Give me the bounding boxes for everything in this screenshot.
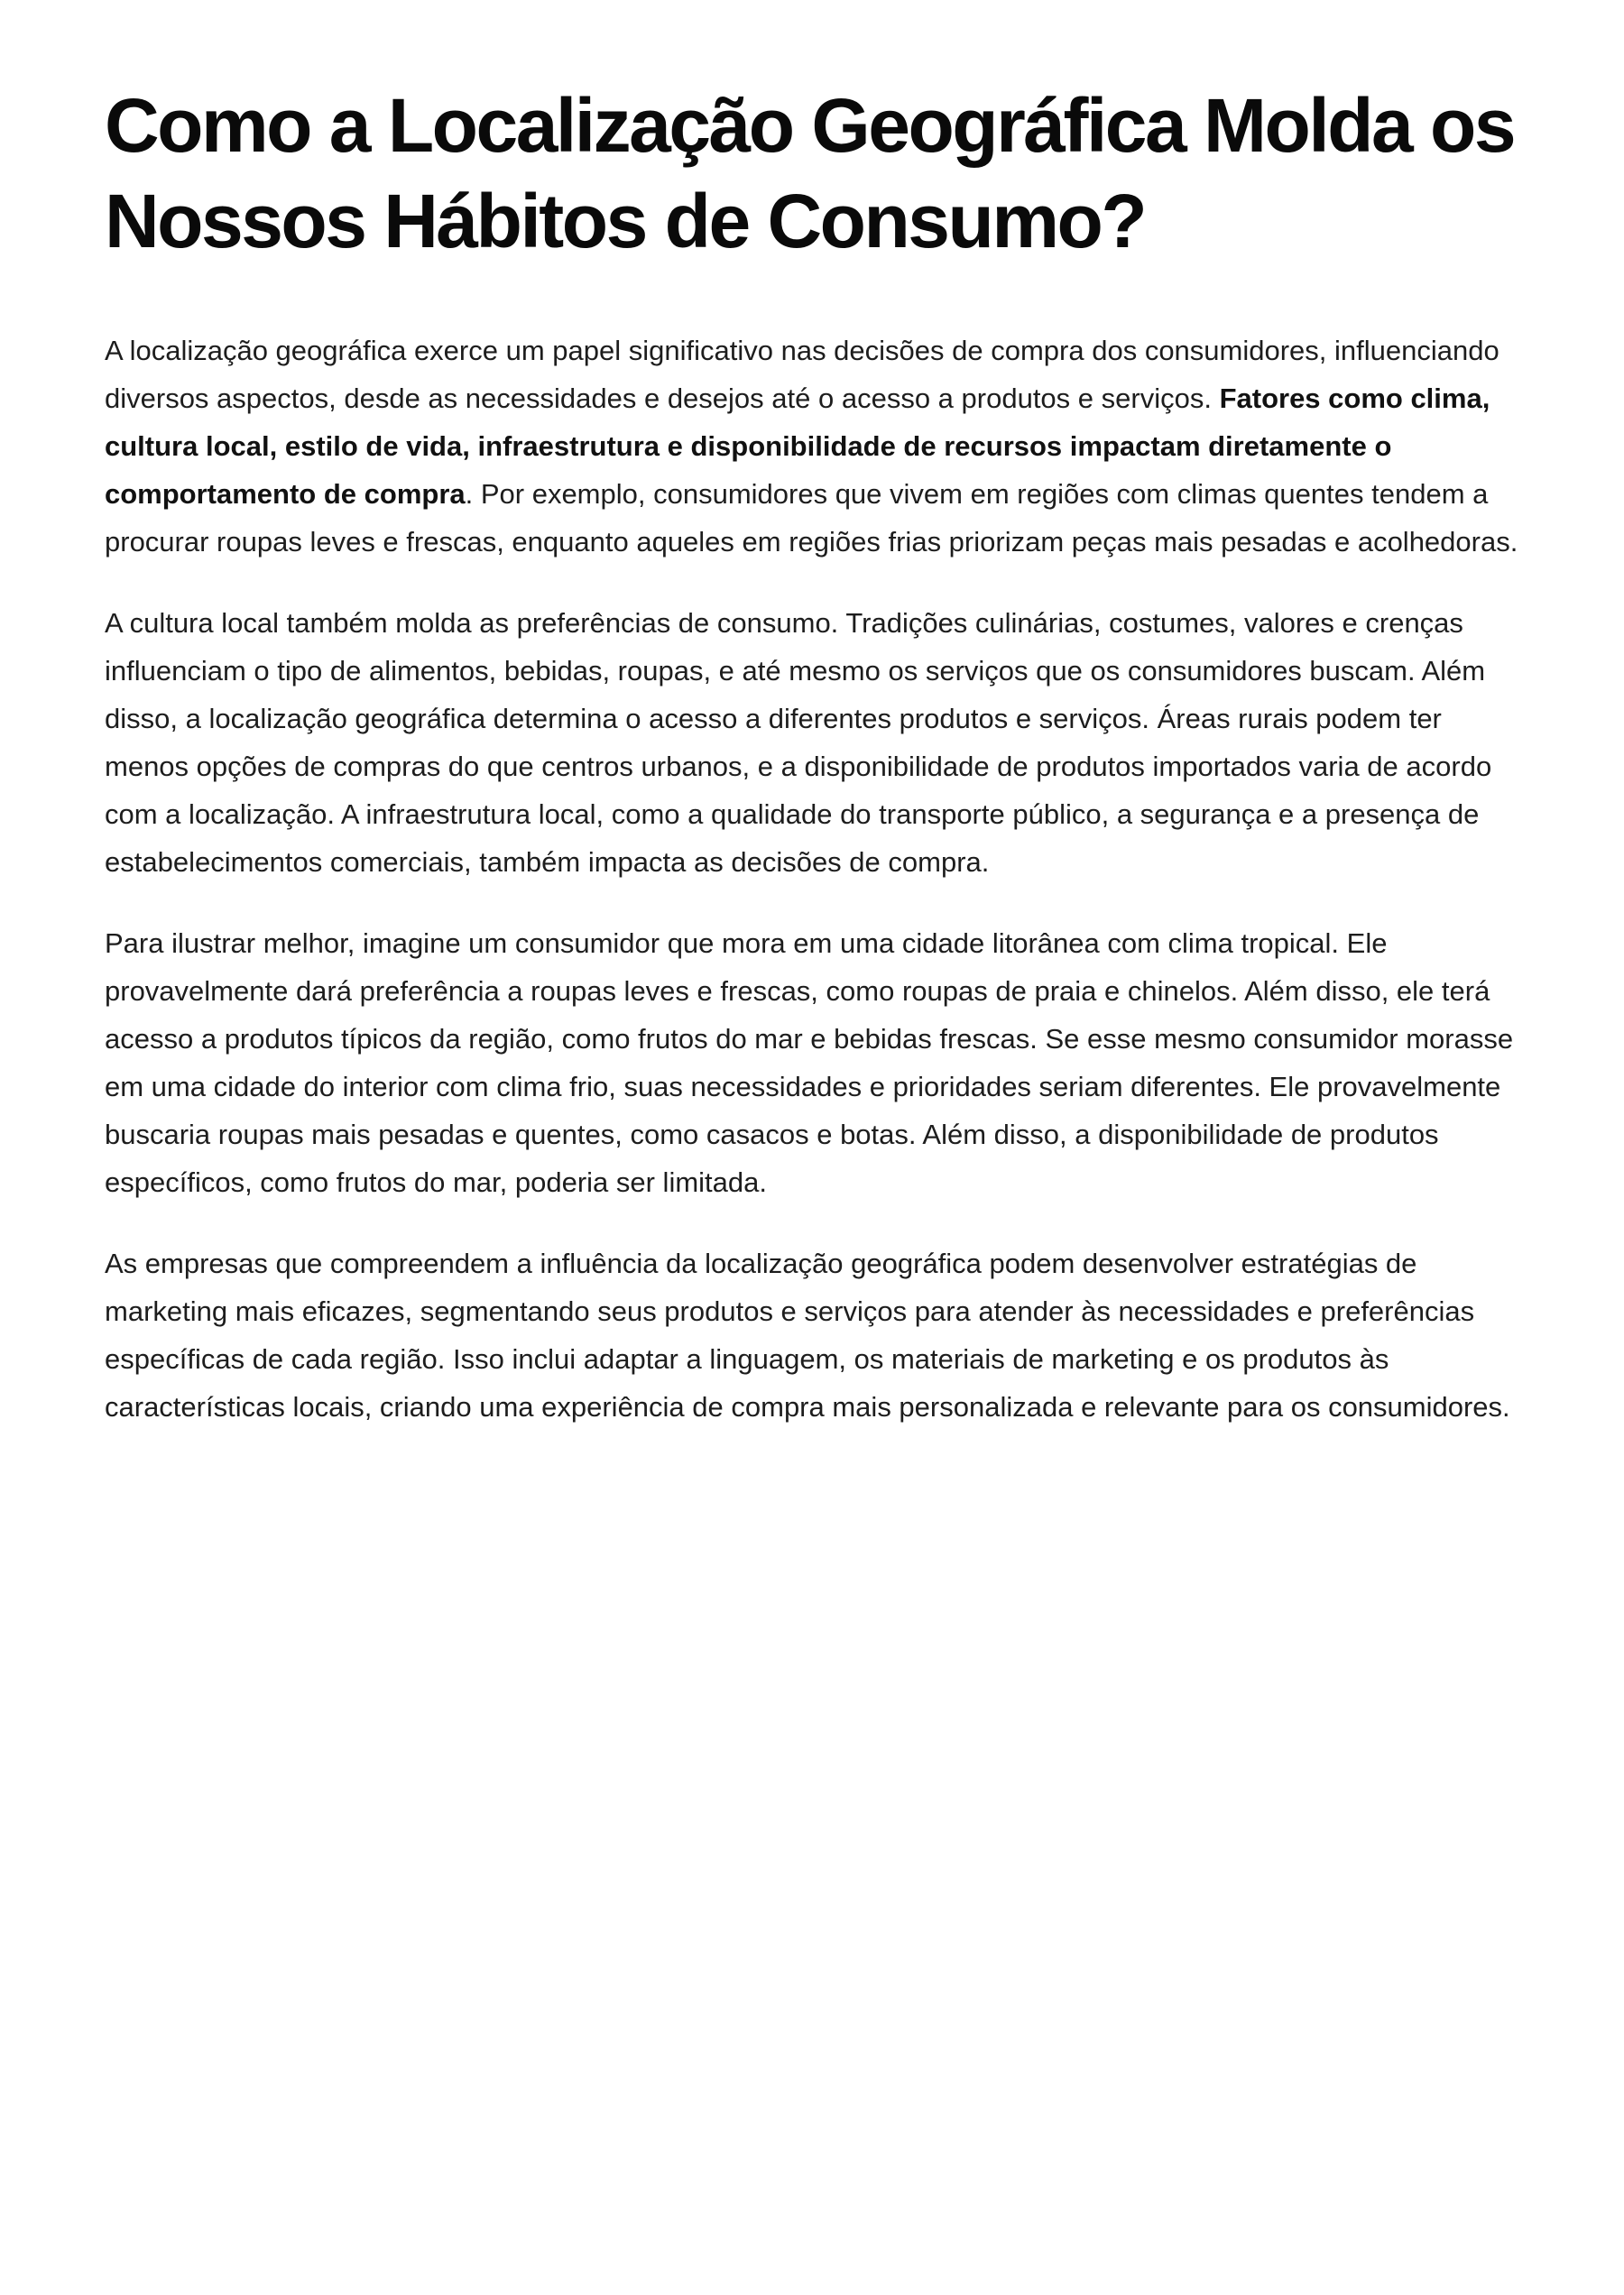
paragraph-1 — [105, 327, 1530, 566]
paragraph-1-rest: . Por exemplo, consumidores que vivem em regiões com climas quentes tendem a procurar roupas leves e frescas, enquanto aqueles em regiões frias priorizam peças mais pesadas e acolhedoras. — [105, 478, 1518, 558]
document-body — [105, 327, 1530, 1431]
paragraph-1-intro: A localização geográfica exerce um papel significativo nas decisões de compra dos consumidores, influenciando diversos aspectos, desde as necessidades e desejos até o acesso a produtos e serviços. — [105, 335, 1499, 414]
page-title: Como a Localização Geográfica Molda os Nossos Hábitos de Consumo? — [105, 83, 1515, 263]
paragraph-4: As empresas que compreendem a influência da localização geográfica podem desenvolver estratégias de marketing mais eficazes, segmentando seus produtos e serviços para atender às necessidades e preferências específicas de cada região. Isso inclui adaptar a linguagem, os materiais de marketing e os produtos às características locais, criando uma experiência de compra mais personalizada e relevante para os consumidores. — [105, 1248, 1510, 1423]
paragraph-1-bold-highlight: Fatores como clima, cultura local, estilo de vida, infraestrutura e disponibilidade de recursos impactam diretamente o comportamento de compra — [105, 382, 1490, 510]
paragraph-3: Para ilustrar melhor, imagine um consumidor que mora em uma cidade litorânea com clima tropical. Ele provavelmente dará preferência a roupas leves e frescas, como roupas de praia e chinelos. Além disso, ele terá acesso a produtos típicos da região, como frutos do mar e bebidas frescas. Se esse mesmo consumidor morasse em uma cidade do interior com clima frio, suas necessidades e prioridades seriam diferentes. Ele provavelmente buscaria roupas mais pesadas e quentes, como casacos e botas. Além disso, a disponibilidade de produtos específicos, como frutos do mar, poderia ser limitada. — [105, 927, 1514, 1198]
document-page — [105, 78, 1530, 1464]
paragraph-2: A cultura local também molda as preferências de consumo. Tradições culinárias, costumes, valores e crenças influenciam o tipo de alimentos, bebidas, roupas, e até mesmo os serviços que os consumidores buscam. Além disso, a localização geográfica determina o acesso a diferentes produtos e serviços. Áreas rurais podem ter menos opções de compras do que centros urbanos, e a disponibilidade de produtos importados varia de acordo com a localização. A infraestrutura local, como a qualidade do transporte público, a segurança e a presença de estabelecimentos comerciais, também impacta as decisões de compra. — [105, 607, 1492, 878]
